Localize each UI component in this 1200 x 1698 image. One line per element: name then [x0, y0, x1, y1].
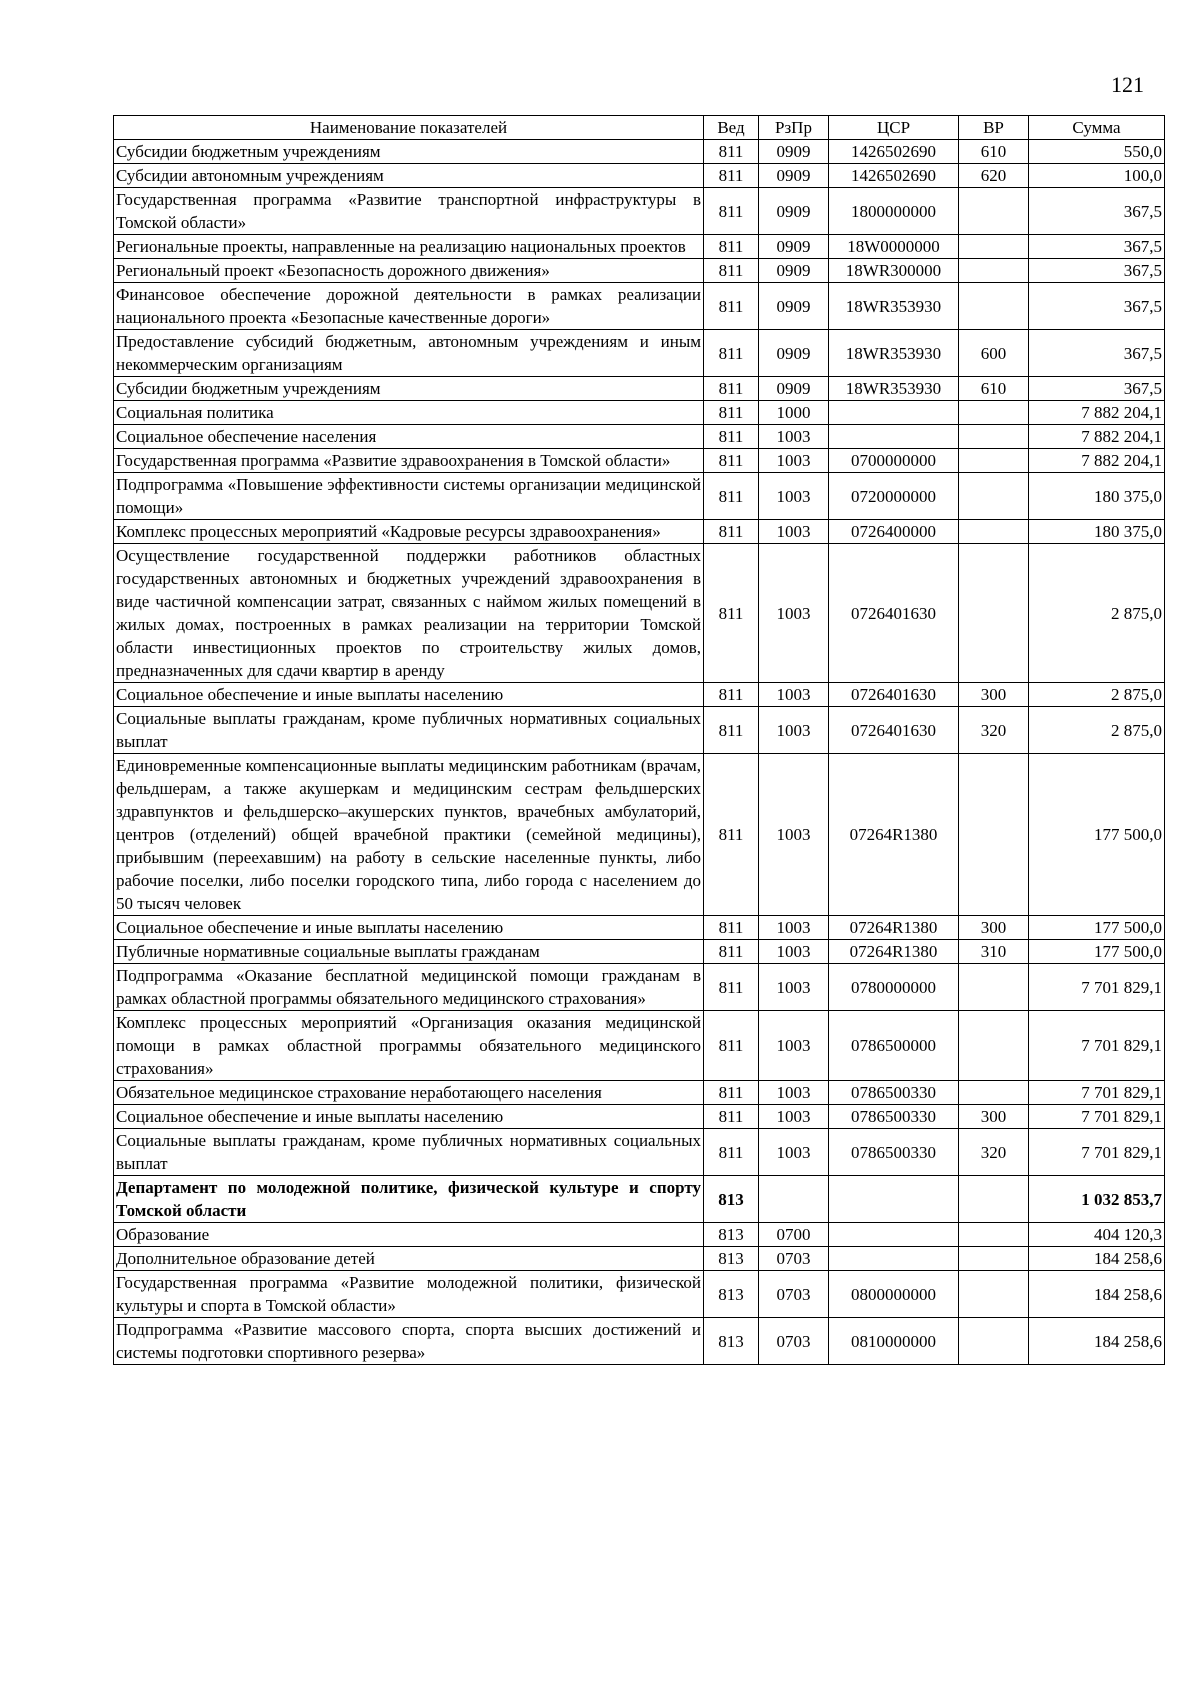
cell-name: Государственная программа «Развитие здравоохранения в Томской области»	[114, 449, 704, 473]
cell-sum: 367,5	[1029, 330, 1165, 377]
cell-rzpr	[759, 1176, 829, 1223]
cell-rzpr: 0909	[759, 140, 829, 164]
cell-ved: 811	[704, 707, 759, 754]
header-row	[114, 116, 1165, 140]
cell-rzpr: 0703	[759, 1271, 829, 1318]
cell-csr: 18WR353930	[829, 377, 959, 401]
cell-ved: 811	[704, 140, 759, 164]
cell-name: Социальные выплаты гражданам, кроме публичных нормативных социальных выплат	[114, 707, 704, 754]
cell-name: Подпрограмма «Повышение эффективности системы организации медицинской помощи»	[114, 473, 704, 520]
cell-ved: 813	[704, 1223, 759, 1247]
table-row	[114, 188, 1165, 235]
table-row	[114, 1223, 1165, 1247]
cell-rzpr: 0909	[759, 283, 829, 330]
cell-csr: 0720000000	[829, 473, 959, 520]
cell-ved: 811	[704, 283, 759, 330]
cell-csr: 0726401630	[829, 683, 959, 707]
cell-rzpr: 0909	[759, 164, 829, 188]
cell-name: Образование	[114, 1223, 704, 1247]
cell-ved: 813	[704, 1271, 759, 1318]
cell-rzpr: 0909	[759, 235, 829, 259]
cell-vr	[959, 259, 1029, 283]
table-row	[114, 140, 1165, 164]
table-row	[114, 425, 1165, 449]
cell-sum: 550,0	[1029, 140, 1165, 164]
cell-name: Субсидии бюджетным учреждениям	[114, 140, 704, 164]
cell-vr	[959, 449, 1029, 473]
cell-ved: 811	[704, 449, 759, 473]
header-sum: Сумма	[1029, 116, 1165, 140]
cell-rzpr: 0700	[759, 1223, 829, 1247]
table-row	[114, 283, 1165, 330]
table-row	[114, 544, 1165, 683]
cell-sum: 2 875,0	[1029, 683, 1165, 707]
cell-vr	[959, 1011, 1029, 1081]
cell-sum: 7 882 204,1	[1029, 401, 1165, 425]
cell-name: Социальное обеспечение и иные выплаты населению	[114, 916, 704, 940]
table-body	[114, 140, 1165, 1365]
cell-name: Единовременные компенсационные выплаты медицинским работникам (врачам, фельдшерам, а также акушеркам и медицинским сестрам фельдшерских здравпунктов и фельдшерско–акушерских пунктов, врачебных амбулаторий, центров (отделений) общей врачебной практики (семейной медицины), прибывшим (переехавшим) на работу в сельские населенные пункты, либо рабочие поселки, либо поселки городского типа, либо города с населением до 50 тысяч человек	[114, 754, 704, 916]
cell-csr: 07264R1380	[829, 916, 959, 940]
cell-sum: 7 882 204,1	[1029, 425, 1165, 449]
cell-sum: 7 882 204,1	[1029, 449, 1165, 473]
cell-name: Субсидии автономным учреждениям	[114, 164, 704, 188]
cell-ved: 811	[704, 330, 759, 377]
cell-rzpr: 1003	[759, 449, 829, 473]
cell-rzpr: 1003	[759, 964, 829, 1011]
cell-rzpr: 1003	[759, 520, 829, 544]
cell-vr	[959, 1176, 1029, 1223]
cell-csr: 18WR353930	[829, 330, 959, 377]
cell-sum: 180 375,0	[1029, 520, 1165, 544]
header-name: Наименование показателей	[114, 116, 704, 140]
table-row	[114, 754, 1165, 916]
cell-sum: 100,0	[1029, 164, 1165, 188]
cell-name: Обязательное медицинское страхование неработающего населения	[114, 1081, 704, 1105]
cell-rzpr: 1003	[759, 544, 829, 683]
cell-vr	[959, 1271, 1029, 1318]
cell-sum: 180 375,0	[1029, 473, 1165, 520]
cell-csr: 0786500330	[829, 1129, 959, 1176]
cell-csr: 18W0000000	[829, 235, 959, 259]
cell-csr: 0786500330	[829, 1105, 959, 1129]
table-row	[114, 449, 1165, 473]
cell-ved: 811	[704, 259, 759, 283]
cell-sum: 177 500,0	[1029, 916, 1165, 940]
cell-ved: 811	[704, 916, 759, 940]
cell-vr	[959, 1081, 1029, 1105]
cell-vr: 620	[959, 164, 1029, 188]
cell-ved: 813	[704, 1247, 759, 1271]
header-csr: ЦСР	[829, 116, 959, 140]
table-row	[114, 1247, 1165, 1271]
cell-name: Финансовое обеспечение дорожной деятельности в рамках реализации национального проекта «Безопасные качественные дороги»	[114, 283, 704, 330]
cell-ved: 811	[704, 683, 759, 707]
cell-ved: 813	[704, 1176, 759, 1223]
table-row	[114, 940, 1165, 964]
table-row	[114, 1129, 1165, 1176]
cell-ved: 811	[704, 1129, 759, 1176]
cell-name: Предоставление субсидий бюджетным, автономным учреждениям и иным некоммерческим организациям	[114, 330, 704, 377]
cell-vr	[959, 188, 1029, 235]
cell-vr: 310	[959, 940, 1029, 964]
cell-rzpr: 1003	[759, 1081, 829, 1105]
cell-name: Социальное обеспечение и иные выплаты населению	[114, 683, 704, 707]
cell-csr: 0700000000	[829, 449, 959, 473]
header-ved: Вед	[704, 116, 759, 140]
cell-name: Подпрограмма «Оказание бесплатной медицинской помощи гражданам в рамках областной программы обязательного медицинского страхования»	[114, 964, 704, 1011]
cell-name: Государственная программа «Развитие молодежной политики, физической культуры и спорта в Томской области»	[114, 1271, 704, 1318]
cell-sum: 177 500,0	[1029, 940, 1165, 964]
cell-csr	[829, 1176, 959, 1223]
header-vr: ВР	[959, 116, 1029, 140]
cell-rzpr: 1003	[759, 425, 829, 449]
cell-rzpr: 1003	[759, 940, 829, 964]
budget-table	[113, 115, 1165, 1365]
cell-ved: 811	[704, 188, 759, 235]
cell-vr	[959, 1223, 1029, 1247]
cell-name: Комплекс процессных мероприятий «Организация оказания медицинской помощи в рамках областной программы обязательного медицинского страхования»	[114, 1011, 704, 1081]
header-rzpr: РзПр	[759, 116, 829, 140]
cell-name: Осуществление государственной поддержки работников областных государственных автономных и бюджетных учреждений здравоохранения в виде частичной компенсации затрат, связанных с наймом жилых помещений в жилых домах, построенных в рамках реализации на территории Томской области инвестиционных проектов по строительству жилых домов, предназначенных для сдачи квартир в аренду	[114, 544, 704, 683]
cell-rzpr: 1003	[759, 916, 829, 940]
cell-name: Комплекс процессных мероприятий «Кадровые ресурсы здравоохранения»	[114, 520, 704, 544]
cell-sum: 7 701 829,1	[1029, 1129, 1165, 1176]
cell-rzpr: 0909	[759, 259, 829, 283]
cell-vr	[959, 473, 1029, 520]
cell-rzpr: 1003	[759, 473, 829, 520]
cell-csr: 18WR300000	[829, 259, 959, 283]
cell-rzpr: 1003	[759, 683, 829, 707]
cell-ved: 811	[704, 425, 759, 449]
cell-name: Дополнительное образование детей	[114, 1247, 704, 1271]
cell-vr	[959, 520, 1029, 544]
table-row	[114, 377, 1165, 401]
cell-vr	[959, 401, 1029, 425]
cell-vr: 610	[959, 377, 1029, 401]
cell-name: Региональные проекты, направленные на реализацию национальных проектов	[114, 235, 704, 259]
cell-rzpr: 0703	[759, 1247, 829, 1271]
table-row	[114, 473, 1165, 520]
table-row	[114, 964, 1165, 1011]
table-row	[114, 1271, 1165, 1318]
cell-vr	[959, 1247, 1029, 1271]
table-row	[114, 1105, 1165, 1129]
cell-csr: 1800000000	[829, 188, 959, 235]
table-row	[114, 1318, 1165, 1365]
cell-vr: 320	[959, 1129, 1029, 1176]
cell-vr: 300	[959, 916, 1029, 940]
cell-ved: 811	[704, 964, 759, 1011]
cell-vr	[959, 754, 1029, 916]
cell-sum: 7 701 829,1	[1029, 1011, 1165, 1081]
cell-csr	[829, 1247, 959, 1271]
cell-sum: 7 701 829,1	[1029, 1081, 1165, 1105]
cell-rzpr: 0909	[759, 188, 829, 235]
cell-ved: 811	[704, 520, 759, 544]
cell-csr: 0786500000	[829, 1011, 959, 1081]
cell-vr	[959, 283, 1029, 330]
cell-ved: 811	[704, 164, 759, 188]
cell-ved: 811	[704, 235, 759, 259]
cell-sum: 367,5	[1029, 235, 1165, 259]
cell-csr: 0780000000	[829, 964, 959, 1011]
cell-ved: 811	[704, 1105, 759, 1129]
cell-csr: 07264R1380	[829, 754, 959, 916]
cell-vr: 300	[959, 683, 1029, 707]
cell-csr	[829, 1223, 959, 1247]
table-row	[114, 707, 1165, 754]
cell-csr: 0786500330	[829, 1081, 959, 1105]
cell-vr: 320	[959, 707, 1029, 754]
cell-rzpr: 0909	[759, 330, 829, 377]
cell-name: Социальное обеспечение и иные выплаты населению	[114, 1105, 704, 1129]
cell-csr: 07264R1380	[829, 940, 959, 964]
cell-csr	[829, 425, 959, 449]
table-row	[114, 1176, 1165, 1223]
cell-name: Государственная программа «Развитие транспортной инфраструктуры в Томской области»	[114, 188, 704, 235]
cell-csr: 0800000000	[829, 1271, 959, 1318]
cell-sum: 184 258,6	[1029, 1271, 1165, 1318]
cell-vr: 300	[959, 1105, 1029, 1129]
cell-csr: 0726401630	[829, 544, 959, 683]
cell-vr: 600	[959, 330, 1029, 377]
cell-ved: 811	[704, 1011, 759, 1081]
cell-sum: 184 258,6	[1029, 1247, 1165, 1271]
cell-ved: 811	[704, 1081, 759, 1105]
cell-rzpr: 0703	[759, 1318, 829, 1365]
table-row	[114, 401, 1165, 425]
cell-name: Департамент по молодежной политике, физической культуре и спорту Томской области	[114, 1176, 704, 1223]
cell-vr	[959, 964, 1029, 1011]
cell-csr: 0810000000	[829, 1318, 959, 1365]
cell-name: Субсидии бюджетным учреждениям	[114, 377, 704, 401]
cell-sum: 367,5	[1029, 259, 1165, 283]
cell-name: Социальное обеспечение населения	[114, 425, 704, 449]
cell-name: Региональный проект «Безопасность дорожного движения»	[114, 259, 704, 283]
cell-ved: 813	[704, 1318, 759, 1365]
table-row	[114, 683, 1165, 707]
cell-name: Публичные нормативные социальные выплаты гражданам	[114, 940, 704, 964]
table-row	[114, 330, 1165, 377]
cell-sum: 367,5	[1029, 377, 1165, 401]
cell-rzpr: 1003	[759, 707, 829, 754]
cell-rzpr: 1003	[759, 754, 829, 916]
cell-vr	[959, 544, 1029, 683]
cell-csr	[829, 401, 959, 425]
cell-sum: 2 875,0	[1029, 544, 1165, 683]
cell-ved: 811	[704, 544, 759, 683]
cell-sum: 177 500,0	[1029, 754, 1165, 916]
cell-name: Подпрограмма «Развитие массового спорта, спорта высших достижений и системы подготовки спортивного резерва»	[114, 1318, 704, 1365]
cell-rzpr: 1003	[759, 1011, 829, 1081]
cell-csr: 0726400000	[829, 520, 959, 544]
cell-rzpr: 1000	[759, 401, 829, 425]
table-row	[114, 1081, 1165, 1105]
cell-name: Социальная политика	[114, 401, 704, 425]
table-row	[114, 916, 1165, 940]
cell-csr: 1426502690	[829, 140, 959, 164]
cell-rzpr: 1003	[759, 1105, 829, 1129]
page-number: 121	[1111, 72, 1144, 97]
cell-csr: 1426502690	[829, 164, 959, 188]
cell-name: Социальные выплаты гражданам, кроме публичных нормативных социальных выплат	[114, 1129, 704, 1176]
cell-sum: 367,5	[1029, 283, 1165, 330]
cell-sum: 404 120,3	[1029, 1223, 1165, 1247]
table-row	[114, 259, 1165, 283]
cell-ved: 811	[704, 754, 759, 916]
cell-vr	[959, 425, 1029, 449]
cell-rzpr: 0909	[759, 377, 829, 401]
table-row	[114, 1011, 1165, 1081]
cell-vr	[959, 1318, 1029, 1365]
cell-sum: 184 258,6	[1029, 1318, 1165, 1365]
cell-ved: 811	[704, 401, 759, 425]
table-row	[114, 164, 1165, 188]
cell-sum: 1 032 853,7	[1029, 1176, 1165, 1223]
cell-sum: 2 875,0	[1029, 707, 1165, 754]
cell-vr	[959, 235, 1029, 259]
cell-sum: 7 701 829,1	[1029, 964, 1165, 1011]
cell-csr: 0726401630	[829, 707, 959, 754]
cell-csr: 18WR353930	[829, 283, 959, 330]
cell-vr: 610	[959, 140, 1029, 164]
table-row	[114, 235, 1165, 259]
cell-ved: 811	[704, 377, 759, 401]
cell-ved: 811	[704, 940, 759, 964]
cell-sum: 367,5	[1029, 188, 1165, 235]
cell-ved: 811	[704, 473, 759, 520]
table-row	[114, 520, 1165, 544]
cell-rzpr: 1003	[759, 1129, 829, 1176]
cell-sum: 7 701 829,1	[1029, 1105, 1165, 1129]
